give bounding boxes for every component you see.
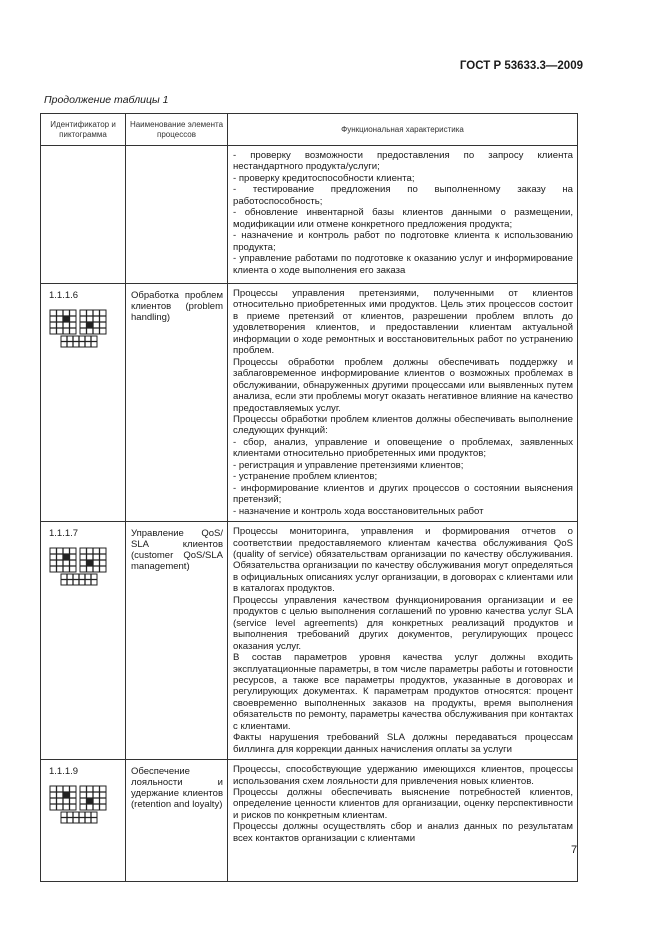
table-caption: Продолжение таблицы 1 xyxy=(44,94,169,106)
description-paragraph: Процессы должны осуществлять сбор и анализ данных по результатам всех контактов организации с клиентами xyxy=(233,821,573,844)
column-header-id: Идентификатор и пиктограмма xyxy=(41,114,126,146)
id-cell xyxy=(41,522,126,760)
table-row-continuation xyxy=(41,146,578,284)
description-paragraph: - проверку возможности предоставления по запросу клиента нестандартного продукта/услуги; xyxy=(233,150,573,173)
process-pictogram-icon xyxy=(49,309,109,349)
table-header-row xyxy=(41,114,578,146)
table-row xyxy=(41,760,578,882)
description-text xyxy=(233,526,573,755)
description-paragraph: Процессы управления претензиями, полученными от клиентов относительно приобретенных ими продуктов. Цель этих процессов состоит в приеме претензий от клиентов, разрешении проблем вплоть до удовлетворения клиентов, и предоставлении клиентам актуальной информации о ходе ремонтных и восстановительных работ по устранению проблем. xyxy=(233,288,573,357)
description-paragraph: Процессы обработки проблем должны обеспечивать поддержку и заблаговременное информирование клиентов о возможных проблемах в обслуживании, обнаруженных другими процессами или выявленных путем анализа, если эти проблемы могут оказать негативное влияние на качество предоставляемых услуг. xyxy=(233,356,573,414)
processes-table xyxy=(40,113,578,882)
description-paragraph: - назначение и контроль работ по подготовке клиента к использованию продукта; xyxy=(233,230,573,253)
description-paragraph: Процессы мониторинга, управления и формирования отчетов о соответствии предоставляемого клиентам качества обслуживания QoS (quality of service) обязательствам организации по качеству обслуживания. Обязательства организации по качеству обслуживания могут определяться в официальных описаниях услуг организации, в договорах с клиентами или в каталогах продуктов. xyxy=(233,526,573,595)
description-cell xyxy=(228,284,578,522)
page-number: 7 xyxy=(571,844,578,856)
name-cell xyxy=(126,146,228,284)
description-cell xyxy=(228,146,578,284)
process-id: 1.1.1.9 xyxy=(49,766,79,778)
id-cell xyxy=(41,760,126,882)
description-paragraph: - регистрация и управление претензиями клиентов; xyxy=(233,459,464,471)
document-header: ГОСТ Р 53633.3—2009 xyxy=(459,60,583,72)
description-paragraph: Процессы, способствующие удержанию имеющихся клиентов, процессы использования схем лояльности для привлечения новых клиентов. xyxy=(233,764,573,787)
table-row xyxy=(41,522,578,760)
description-text xyxy=(233,150,573,276)
description-paragraph: Процессы обработки проблем клиентов должны обеспечивать выполнение следующих функций: xyxy=(233,413,573,437)
description-cell xyxy=(228,760,578,882)
description-paragraph: - проверку кредитоспособности клиента; xyxy=(233,172,415,184)
description-paragraph: - сбор, анализ, управление и оповещение о проблемах, заявленных клиентами относительно приобретенных ими продуктов; xyxy=(233,436,573,460)
description-paragraph: Процессы управления качеством функционирования организации и ее продуктов с целью выполнения соглашений по уровню качества услуг SLA (service level agreements) для конкретных реализаций продуктов и выполнения требований других документов, регулирующих процесс оказания услуг. xyxy=(233,594,573,652)
description-paragraph: - тестирование предложения по выполненному заказу на работоспособность; xyxy=(233,184,573,207)
process-pictogram-icon xyxy=(49,547,109,587)
description-paragraph: - обновление инвентарной базы клиентов данными о размещении, модификации или отмене конкретного предложения продукта; xyxy=(233,207,573,230)
description-paragraph: Процессы должны обеспечивать выяснение потребностей клиентов, определение ценности клиентов для организации, оценку перспективности и рисков по конкретным клиентам. xyxy=(233,787,573,821)
process-pictogram-icon xyxy=(49,785,109,825)
description-text xyxy=(233,764,573,844)
description-paragraph: - управление работами по подготовке к оказанию услуг и информирование клиента о ходе выполнения его заказа xyxy=(233,253,573,276)
description-paragraph: - назначение и контроль хода восстановительных работ xyxy=(233,505,484,517)
description-cell xyxy=(228,522,578,760)
column-header-description: Функциональная характеристика xyxy=(228,114,578,146)
process-name: Обеспечение лояльности и удержание клиентов (retention and loyalty) xyxy=(126,760,228,882)
process-id: 1.1.1.6 xyxy=(49,290,79,301)
id-cell xyxy=(41,146,126,284)
process-name: Обработка проблем клиентов (problem handling) xyxy=(126,284,228,522)
id-cell xyxy=(41,284,126,522)
description-paragraph: В состав параметров уровня качества услуг должны входить эксплуатационные параметры, в том числе параметры работы и готовности ресурсов, а также все параметры продуктов, указанные в договорах и регулирующих документах. К параметрам продуктов относятся: процент своевременно выполненных заказов на продукты, время выполнения обязательств по ремонту, параметры качества обслуживания при контактах с клиентами. xyxy=(233,652,573,732)
column-header-name: Наименование элемента процессов xyxy=(126,114,228,146)
description-text xyxy=(233,288,573,517)
description-paragraph: - устранение проблем клиентов; xyxy=(233,471,378,483)
process-id: 1.1.1.7 xyxy=(49,528,79,540)
process-name: Управление QoS/ SLA клиентов (customer QoS/SLA management) xyxy=(126,522,228,760)
description-paragraph: - информирование клиентов и других процессов о состоянии выяснения претензий; xyxy=(233,482,573,506)
description-paragraph: Факты нарушения требований SLA должны передаваться процессам биллинга для коррекции данных начисления оплаты за услуги xyxy=(233,732,573,755)
table-row xyxy=(41,284,578,522)
